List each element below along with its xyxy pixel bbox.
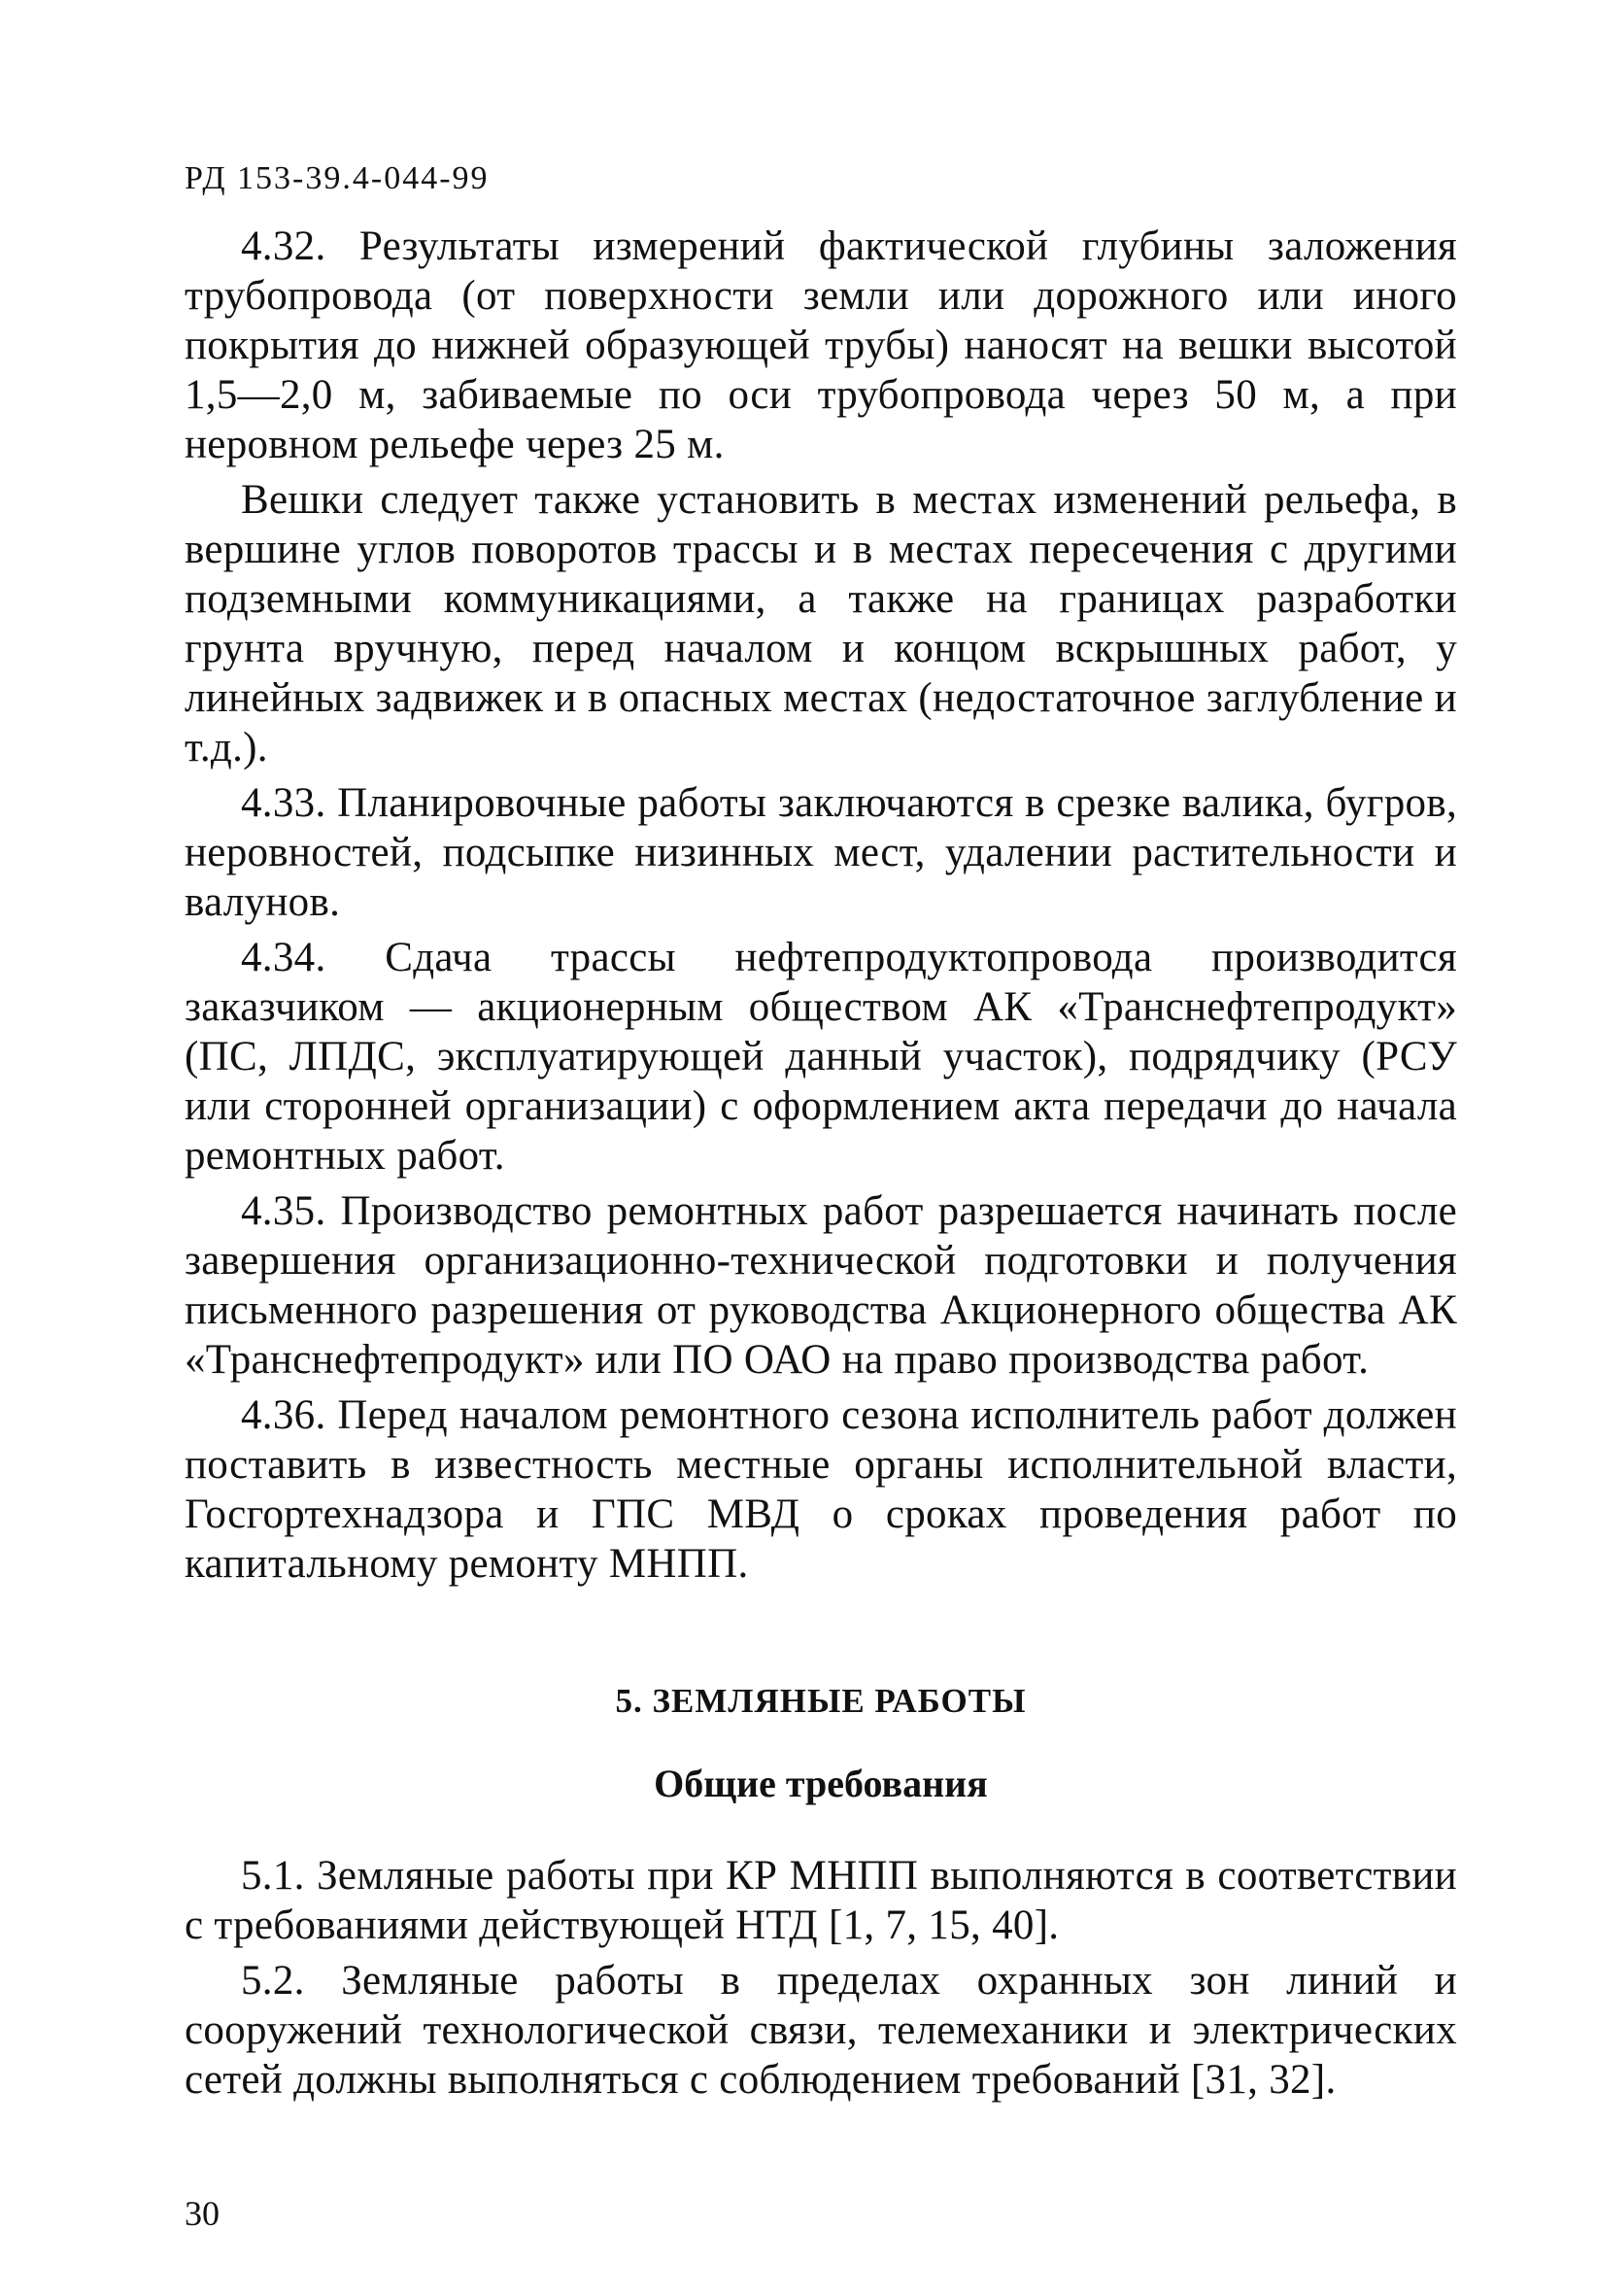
paragraph-markers: Вешки следует также установить в местах изменений рельефа, в вершине углов поворотов трассы и в местах пересечения с другими подземными коммуникациями, а также на границах разработки грунта вручную, перед началом и концом вскрышных работ, у линейных задвижек и в опасных местах (недостаточное заглубление и т.д.). [185, 477, 1457, 771]
subsection-title: Общие требования [654, 1762, 988, 1805]
paragraph-4-35: 4.35. Производство ремонтных работ разрешается начинать после завершения организационно-технической подготовки и получения письменного разрешения от руководства Акционерного общества АК «Транснефтепродукт» или ПО ОАО на право производства работ. [185, 1188, 1457, 1383]
paragraph-4-36: 4.36. Перед началом ремонтного сезона исполнитель работ должен поставить в известность местные органы исполнительной власти, Госгортехнадзора и ГПС МВД о сроках проведения работ по капитальному ремонту МНПП. [185, 1392, 1457, 1587]
section-title: 5. ЗЕМЛЯНЫЕ РАБОТЫ [615, 1682, 1027, 1720]
paragraph-4-32: 4.32. Результаты измерений фактической глубины заложения трубопровода (от поверхности земли или дорожного или иного покрытия до нижней образующей трубы) наносят на вешки высотой 1,5—2,0 м, забиваемые по оси трубопровода через 50 м, а при неровном рельефе через 25 м. [185, 223, 1457, 467]
page-number: 30 [185, 2194, 220, 2233]
paragraph-4-33: 4.33. Планировочные работы заключаются в срезке валика, бугров, неровностей, подсыпке низинных мест, удалении растительности и валунов. [185, 780, 1457, 925]
paragraph-4-34: 4.34. Сдача трассы нефтепродуктопровода производится заказчиком — акционерным обществом АК «Транснефтепродукт» (ПС, ЛПДС, эксплуатирующей данный участок), подрядчику (РСУ или сторонней организации) с оформлением акта передачи до начала ремонтных работ. [185, 935, 1457, 1179]
paragraph-5-2: 5.2. Земляные работы в пределах охранных зон линий и сооружений технологической связи, телемеханики и электрических сетей должны выполняться с соблюдением требований [31, 32]. [185, 1958, 1457, 2103]
document-body [185, 222, 1457, 2110]
document-code-header: РД 153-39.4-044-99 [185, 160, 490, 196]
paragraph-5-1: 5.1. Земляные работы при КР МНПП выполняются в соответствии с требованиями действующей НТД [1, 7, 15, 40]. [185, 1853, 1457, 1948]
section-spacer [185, 1594, 1457, 1678]
